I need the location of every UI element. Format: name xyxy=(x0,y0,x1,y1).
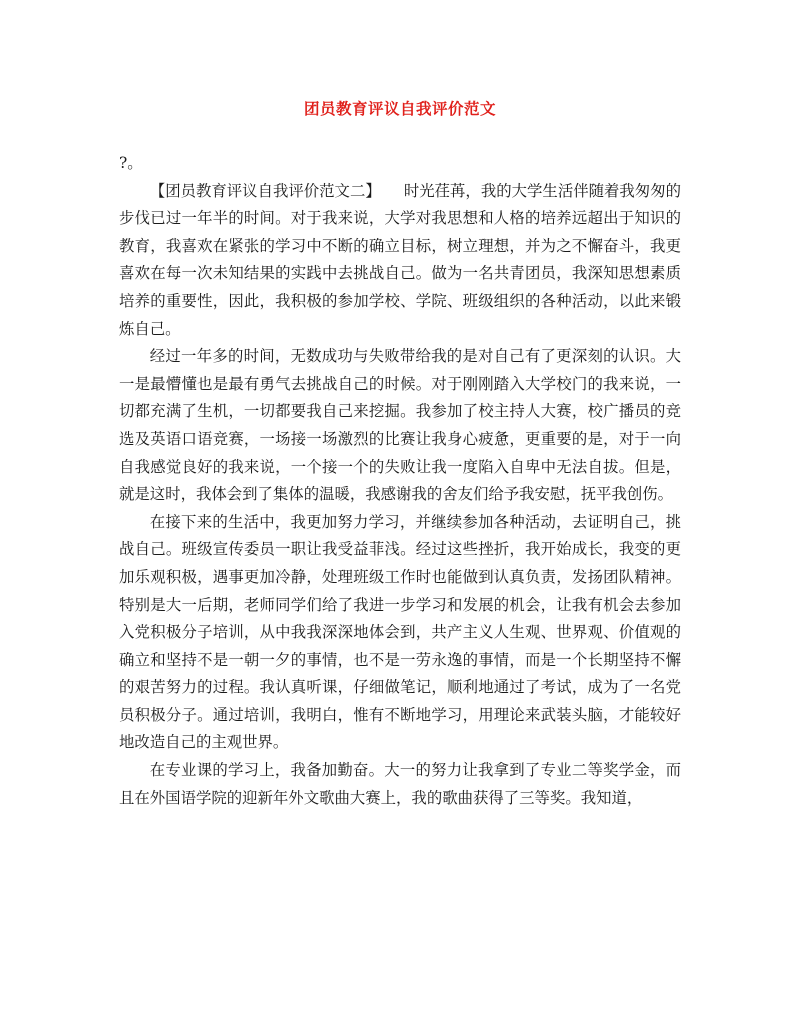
paragraph-3: 在接下来的生活中，我更加努力学习，并继续参加各种活动，去证明自己，挑战自己。班级宣传委员一职让我受益菲浅。经过这些挫折，我开始成长，我变的更加乐观积极，遇事更加冷静，处理班级工作时也能做到认真负责，发扬团队精神。特别是大一后期，老师同学们给了我进一步学习和发展的机会，让我有机会去参加入党积极分子培训，从中我我深深地体会到，共产主义人生观、世界观、价值观的确立和坚持不是一朝一夕的事情，也不是一劳永逸的事情，而是一个长期坚持不懈的艰苦努力的过程。我认真听课，仔细做笔记，顺利地通过了考试，成为了一名党员积极分子。通过培训，我明白，惟有不断地学习，用理论来武装头脑，才能较好地改造自己的主观世界。 xyxy=(119,512,681,752)
paragraph-1: 【团员教育评议自我评价范文二】 时光荏苒，我的大学生活伴随着我匆匆的步伐已过一年半的时间。对于我来说，大学对我思想和人格的培养远超出于知识的教育，我喜欢在紧张的学习中不断的确立目标，树立理想，并为之不懈奋斗，我更喜欢在每一次未知结果的实践中去挑战自己。做为一名共青团员，我深知思想素质培养的重要性，因此，我积极的参加学校、学院、班级组织的各种活动，以此来锻炼自己。 xyxy=(119,181,681,338)
paragraph-4: 在专业课的学习上，我备加勤奋。大一的努力让我拿到了专业二等奖学金，而且在外国语学院的迎新年外文歌曲大赛上，我的歌曲获得了三等奖。我知道， xyxy=(119,761,681,807)
document-title: 团员教育评议自我评价范文 xyxy=(303,99,496,118)
paragraph-2: 经过一年多的时间，无数成功与失败带给我的是对自己有了更深刻的认识。大一是最懵懂也是最有勇气去挑战自己的时候。对于刚刚踏入大学校门的我来说，一切都充满了生机，一切都要我自己来挖掘。我参加了校主持人大赛，校广播员的竞选及英语口语竞赛，一场接一场激烈的比赛让我身心疲惫，更重要的是，对于一向自我感觉良好的我来说，一个接一个的失败让我一度陷入自卑中无法自拔。但是，就是这时，我体会到了集体的温暖，我感谢我的舍友们给予我安慰，抚平我创伤。 xyxy=(119,347,681,504)
lead-line: ?。 xyxy=(119,154,143,172)
document-body xyxy=(119,150,681,812)
